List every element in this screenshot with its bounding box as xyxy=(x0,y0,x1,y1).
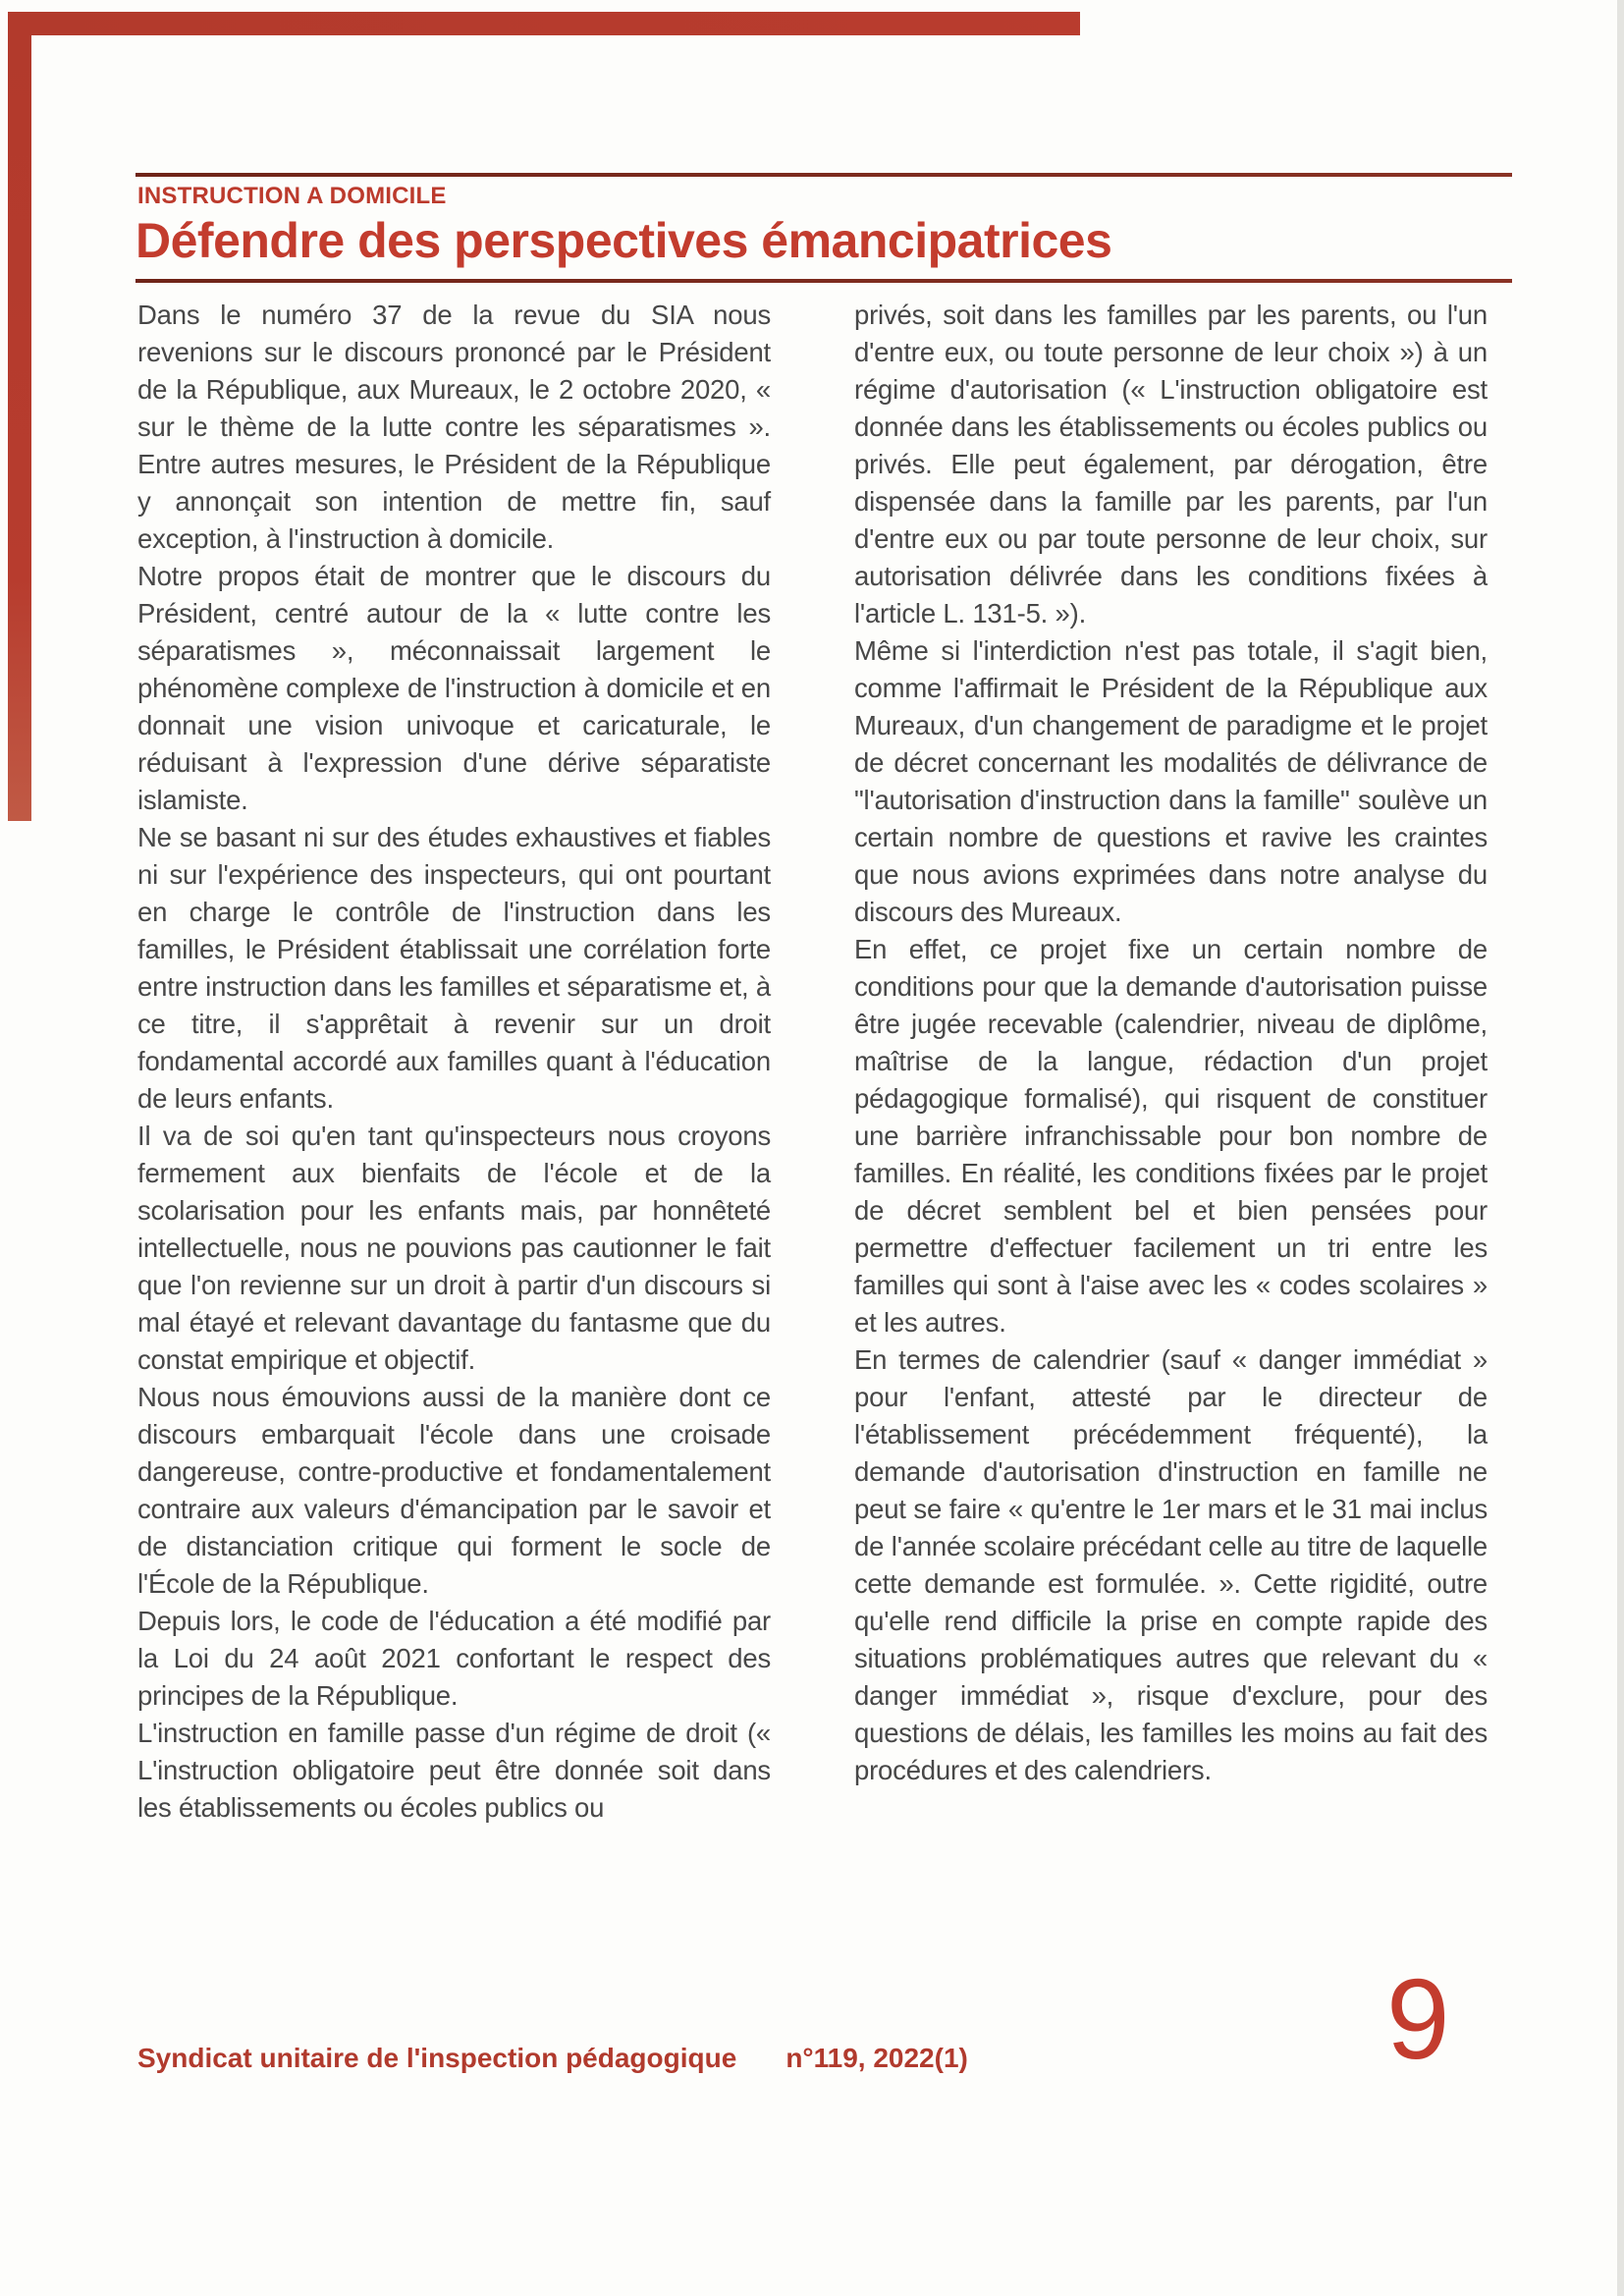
header-rule-bottom xyxy=(135,279,1512,283)
left-column xyxy=(137,297,771,1827)
paragraph: En termes de calendrier (sauf « danger immédiat » pour l'enfant, attesté par le directeur de l'établissement précédemment fréquenté), la demande d'autorisation d'instruction en famille ne peut se faire « qu'entre le 1er mars et le 31 mai inclus de l'année scolaire précédant celle au titre de laquelle cette demande est formulée. ». Cette rigidité, outre qu'elle rend difficile la prise en compte rapide des situations problématiques autres que relevant du « danger immédiat », risque d'exclure, pour des questions de délais, les familles les moins au fait des procédures et des calendriers. xyxy=(854,1344,1488,1785)
paragraph: privés, soit dans les familles par les parents, ou l'un d'entre eux, ou toute personne de leur choix ») à un régime d'autorisation (« L'instruction obligatoire est donnée dans les établissements ou écoles publics ou privés. Elle peut également, par dérogation, être dispensée dans la famille par les parents, par l'un d'entre eux ou par toute personne de leur choix, sur autorisation délivrée dans les conditions fixées à l'article L. 131-5. »). xyxy=(854,300,1488,629)
paragraph: Il va de soi qu'en tant qu'inspecteurs nous croyons fermement aux bienfaits de l'école et de la scolarisation pour les enfants mais, par honnêteté intellectuelle, nous ne pouvions pas cautionner le fait que l'on revienne sur un droit à partir d'un discours si mal étayé et relevant davantage du fantasme que du constat empirique et objectif. xyxy=(137,1121,771,1375)
scan-edge xyxy=(1617,0,1624,2296)
publication-name: Syndicat unitaire de l'inspection pédagogique xyxy=(137,2043,737,2073)
paragraph: L'instruction en famille passe d'un régime de droit (« L'instruction obligatoire peut être donnée soit dans les établissements ou écoles publics ou xyxy=(137,1718,771,1823)
paragraph: Notre propos était de montrer que le discours du Président, centré autour de la « lutte contre les séparatismes », méconnaissait largement le phénomène complexe de l'instruction à domicile et en donnait une vision univoque et caricaturale, le réduisant à l'expression d'une dérive séparatiste islamiste. xyxy=(137,561,771,815)
header-rule-top xyxy=(135,173,1512,177)
page-number: 9 xyxy=(1386,1955,1450,2083)
paragraph: Nous nous émouvions aussi de la manière dont ce discours embarquait l'école dans une croisade dangereuse, contre-productive et fondamentalement contraire aux valeurs d'émancipation par le savoir et de distanciation critique qui forment le socle de l'École de la République. xyxy=(137,1382,771,1599)
top-red-bar xyxy=(8,12,1080,35)
paragraph: Dans le numéro 37 de la revue du SIA nous revenions sur le discours prononcé par le Président de la République, aux Mureaux, le 2 octobre 2020, « sur le thème de la lutte contre les séparatismes ». Entre autres mesures, le Président de la République y annonçait son intention de mettre fin, sauf exception, à l'instruction à domicile. xyxy=(137,300,771,554)
paragraph: Ne se basant ni sur des études exhaustives et fiables ni sur l'expérience des inspecteurs, qui ont pourtant en charge le contrôle de l'instruction dans les familles, le Président établissait une corrélation forte entre instruction dans les familles et séparatisme et, à ce titre, il s'apprêtait à revenir sur un droit fondamental accordé aux familles quant à l'éducation de leurs enfants. xyxy=(137,822,771,1114)
page-footer xyxy=(137,2043,968,2074)
paragraph: En effet, ce projet fixe un certain nombre de conditions pour que la demande d'autorisation puisse être jugée recevable (calendrier, niveau de diplôme, maîtrise de la langue, rédaction d'un projet pédagogique formalisé), qui risquent de constituer une barrière infranchissable pour bon nombre de familles. En réalité, les conditions fixées par le projet de décret semblent bel et bien pensées pour permettre d'effectuer facilement un tri entre les familles qui sont à l'aise avec les « codes scolaires » et les autres. xyxy=(854,934,1488,1338)
paragraph: Même si l'interdiction n'est pas totale, il s'agit bien, comme l'affirmait le Président de la République aux Mureaux, d'un changement de paradigme et le projet de décret concernant les modalités de délivrance de "l'autorisation d'instruction dans la famille" soulève un certain nombre de questions et ravive les craintes que nous avions exprimées dans notre analyse du discours des Mureaux. xyxy=(854,635,1488,927)
issue-number: n°119, 2022(1) xyxy=(785,2043,968,2073)
paragraph: Depuis lors, le code de l'éducation a été modifié par la Loi du 24 août 2021 confortant le respect des principes de la République. xyxy=(137,1606,771,1711)
section-kicker: INSTRUCTION A DOMICILE xyxy=(137,183,447,209)
article-body xyxy=(137,297,1488,1827)
article-title: Défendre des perspectives émancipatrices xyxy=(135,213,1112,268)
right-column xyxy=(854,297,1488,1827)
left-red-bar xyxy=(8,12,31,821)
